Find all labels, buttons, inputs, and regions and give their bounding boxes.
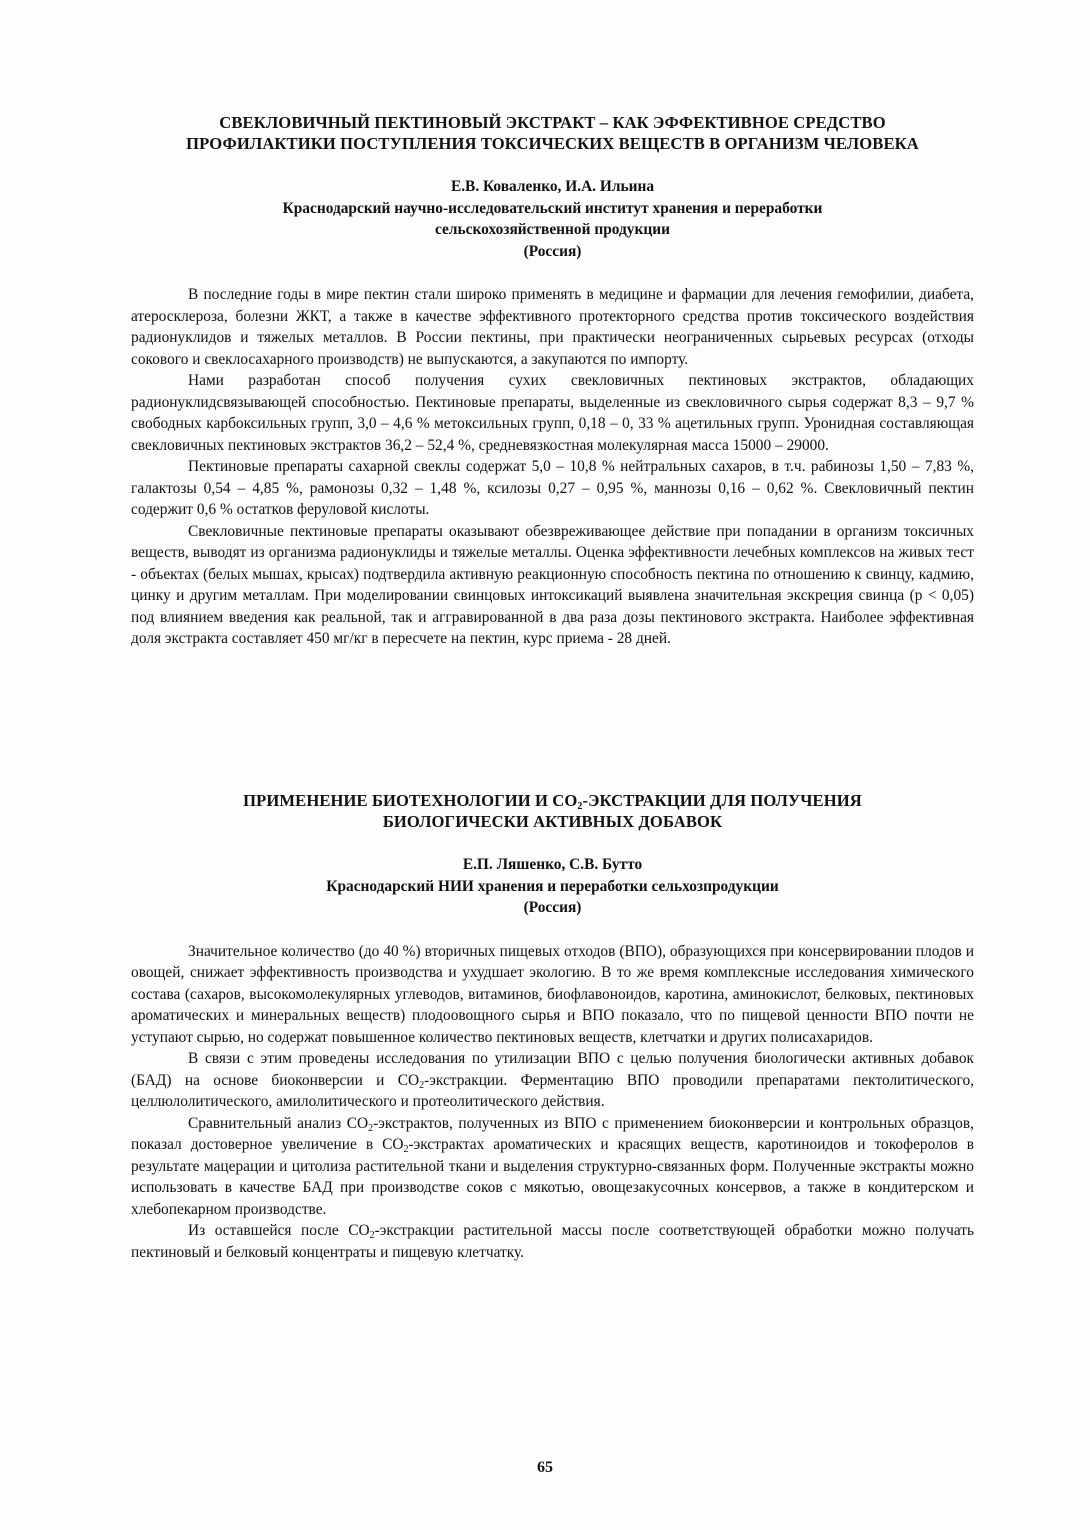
paragraph: Свекловичные пектиновые препараты оказывают обезвреживающее действие при попадании в организм токсичных веществ, выводят из организма радионуклиды и тяжелые металлы. Оценка эффективности лечебных комплексов на живых тест - объектах (белых мышах, крысах) подтвердила активную реакционную способность пектина по отношению к свинцу, кадмию, цинку и другим металлам. При моделировании свинцовых интоксикаций выявлена значительная экскреция свинца (р < 0,05) под влиянием введения как реальной, так и аггравированной в два раза дозы пектинового экстракта. Наиболее эффективная доля экстракта составляет 450 мг/кг в пересчете на пектин, курс приема - 28 дней.: [131, 522, 974, 647]
article-2-title-line: ПРИМЕНЕНИЕ БИОТЕХНОЛОГИИ И $СО_2$-ЭКСТРАКЦИИ ДЛЯ ПОЛУЧЕНИЯ: [243, 791, 862, 812]
affiliation-line: Краснодарский научно-исследовательский институт хранения и переработки: [282, 199, 823, 217]
subscript: 2: [403, 1144, 409, 1155]
affiliation-country: (Россия): [523, 242, 582, 260]
paragraph: Нами разработан способ получения сухих свекловичных пектиновых экстрактов, обладающих радионуклидсвязывающей способностью. Пектиновые препараты, выделенные из свекловичного сырья содержат 8,3 – 9,7 % свободных карбоксильных групп, 3,0 – 4,6 % метоксильных групп, 0,18 – 0, 33 % ацетильных групп. Уронидная составляющая свекловичных пектиновых экстрактов 36,2 – 52,4 %, средневязкостная молекулярная масса 15000 – 29000.: [131, 372, 974, 454]
subscript: 2: [419, 1079, 425, 1091]
subscript: 2: [577, 801, 583, 812]
paragraph: Сравнительный анализ $СО_2$-экстрактов, полученных из ВПО с применением биоконверсии и контрольных образцов, показал достоверное увеличение в $СО_2$-экстрактах ароматических и красящих веществ, каротиноидов и токоферолов в результате мацерации и цитолиза растительной ткани и выделения структурно-связанных форм. Полученные экстракты можно использовать в качестве БАД при производстве соков с мякотью, овощезакусочных консервов, а также в кондитерском и хлебопекарном производстве.: [131, 1114, 974, 1218]
article-1: [131, 112, 974, 650]
article-1-title: [131, 112, 974, 154]
subscript: 2: [369, 1230, 375, 1241]
article-2: [131, 790, 974, 1263]
article-2-authors: Е.П. Ляшенко, С.В. Бутто: [462, 856, 643, 873]
paragraph: В последние годы в мире пектин стали широко применять в медицине и фармации для лечения гемофилии, диабета, атеросклероза, болезни ЖКТ, а также в качестве эффективного протекторного средства против токсического воздействия радионуклидов и тяжелых металлов. В России пектины, при практически неограниченных сырьевых ресурсах (отходы сокового и свеклосахарного производств) не выпускаются, а закупаются по импорту.: [131, 286, 974, 368]
affiliation-country: (Россия): [523, 899, 582, 916]
subscript: 2: [368, 1122, 374, 1134]
article-2-title: [131, 790, 974, 832]
article-2-body: [131, 941, 974, 1264]
article-1-body: [131, 284, 974, 650]
article-1-authors: Е.В. Коваленко, И.А. Ильина: [450, 178, 655, 195]
article-1-title-line: ПРОФИЛАКТИКИ ПОСТУПЛЕНИЯ ТОКСИЧЕСКИХ ВЕЩЕСТВ В ОРГАНИЗМ ЧЕЛОВЕКА: [186, 134, 919, 153]
paragraph: Значительное количество (до 40 %) вторичных пищевых отходов (ВПО), образующихся при консервировании плодов и овощей, снижает эффективность производства и ухудшает экологию. В то же время комплексные исследования химического состава (сахаров, высокомолекулярных углеводов, витаминов, биофлавоноидов, каротина, аминокислот, белковых, пектиновых ароматических и минеральных веществ) плодоовощного сырья и ВПО показало, что по пищевой ценности ВПО почти не уступают сырью, но содержат повышенное количество пектиновых веществ, клетчатки и других полисахаридов.: [131, 942, 974, 1046]
page-number: 65: [537, 1459, 553, 1476]
article-2-title-line: БИОЛОГИЧЕСКИ АКТИВНЫХ ДОБАВОК: [382, 812, 723, 831]
article-1-title-line: СВЕКЛОВИЧНЫЙ ПЕКТИНОВЫЙ ЭКСТРАКТ – КАК ЭФФЕКТИВНОЕ СРЕДСТВО: [219, 113, 886, 132]
affiliation-line: сельскохозяйственной продукции: [435, 221, 670, 238]
paragraph: Из оставшейся после $СО_2$-экстракции растительной массы после соответствующей обработки можно получать пектиновый и белковый концентраты и пищевую клетчатку.: [131, 1222, 974, 1261]
article-2-affiliation: [131, 876, 974, 919]
article-1-affiliation: [131, 198, 974, 263]
paragraph: Пектиновые препараты сахарной свеклы содержат 5,0 – 10,8 % нейтральных сахаров, в т.ч. рабинозы 1,50 – 7,83 %, галактозы 0,54 – 4,85 %, рамонозы 0,32 – 1,48 %, ксилозы 0,27 – 0,95 %, маннозы 0,16 – 0,62 %. Свекловичный пектин содержит 0,6 % остатков феруловой кислоты.: [131, 458, 974, 518]
paragraph: В связи с этим проведены исследования по утилизации ВПО с целью получения биологически активных добавок (БАД) на основе биоконверсии и $СО_2$-экстракции. Ферментацию ВПО проводили препаратами пектолитического, целлюлолитического, амилолитического и протеолитического действия.: [131, 1050, 974, 1110]
affiliation-line: Краснодарский НИИ хранения и переработки сельхозпродукции: [326, 877, 779, 895]
